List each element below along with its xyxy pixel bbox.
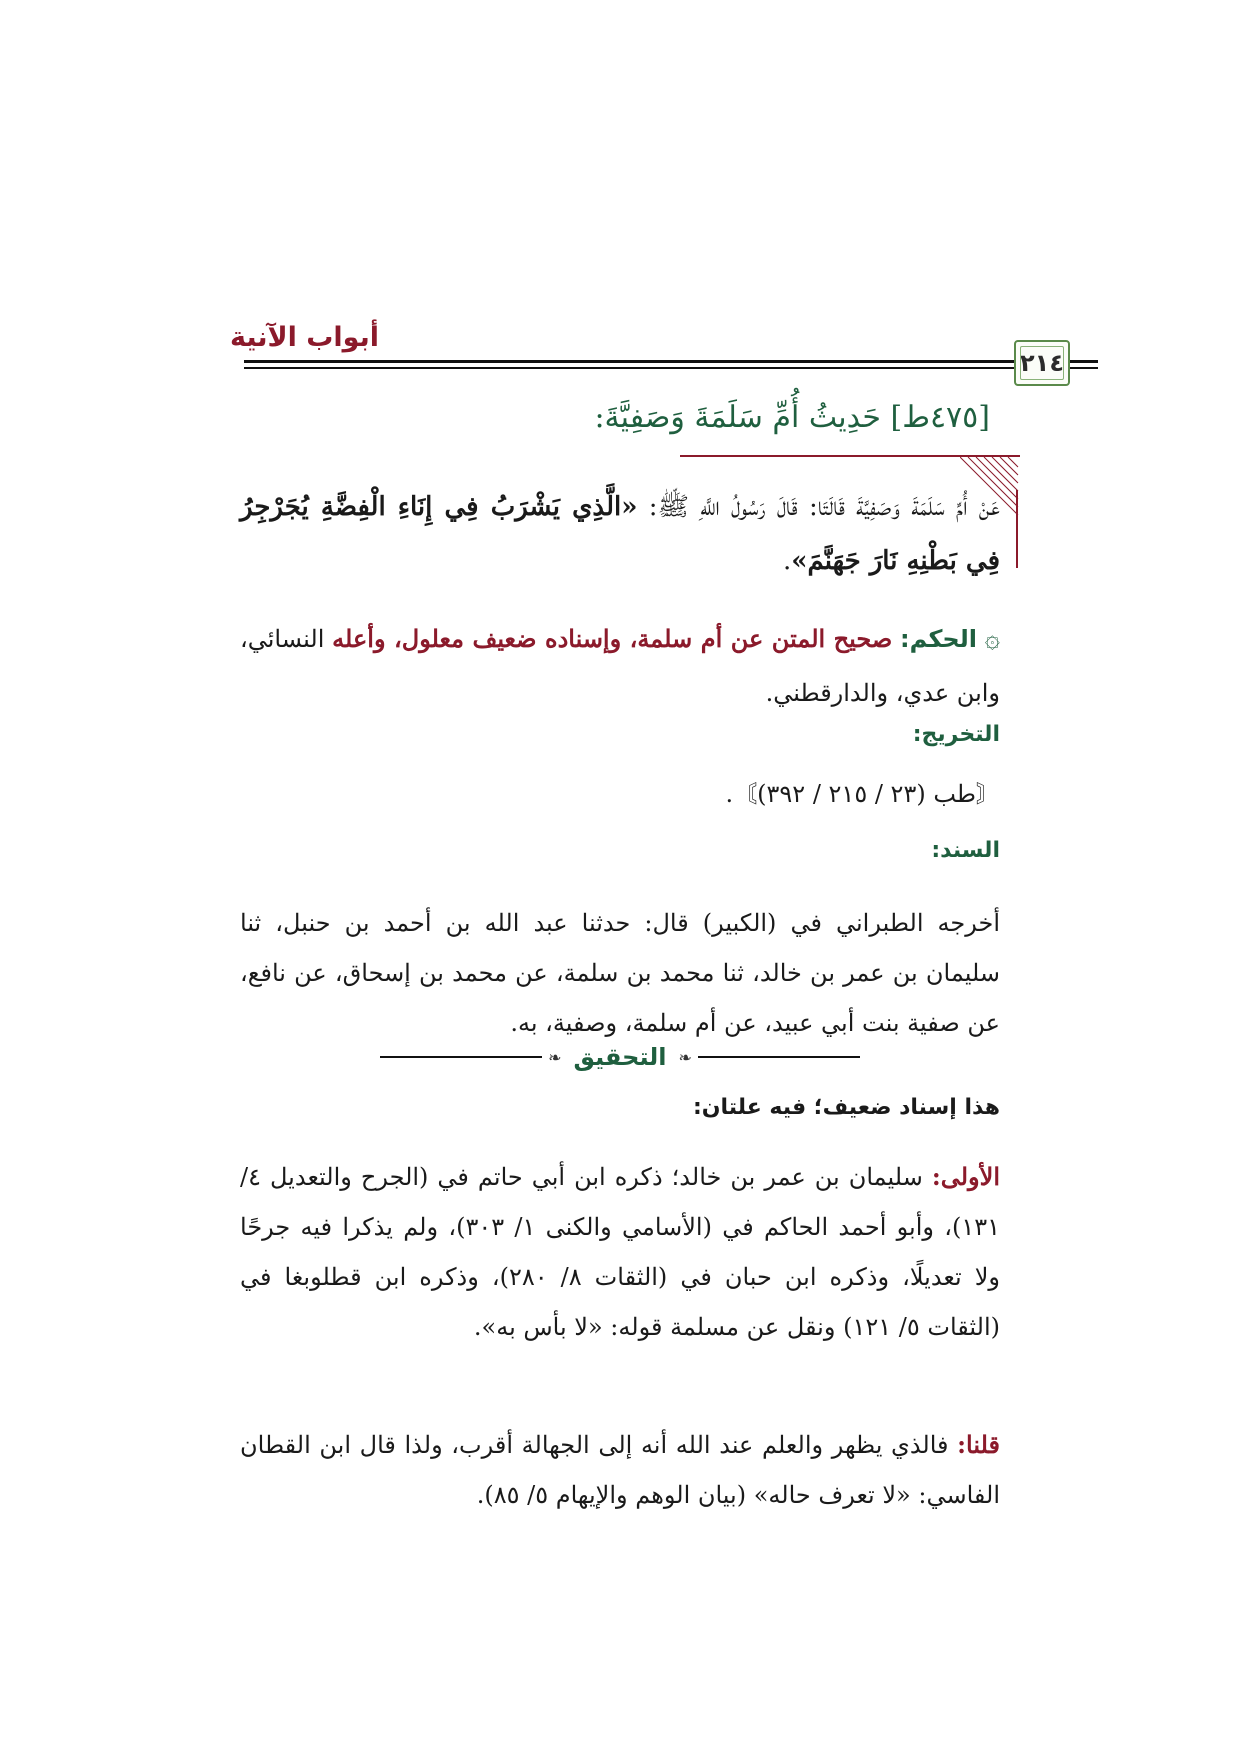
first-defect-paragraph (240, 1152, 1000, 1352)
page-number: ٢١٤ (1020, 349, 1064, 377)
ruling-label: الحكم: (900, 625, 977, 653)
ornament-icon: ❧ (548, 1047, 562, 1067)
header-rule (1070, 360, 1098, 363)
divider-line (698, 1056, 860, 1058)
hadith-quote: «الَّذِي يَشْرَبُ فِي إِنَاءِ الْفِضَّةِ يُجَرْجِرُ فِي بَطْنِهِ نَارَ جَهَنَّمَ» (240, 492, 1000, 576)
first-defect-text: سليمان بن عمر بن خالد؛ ذكره ابن أبي حاتم في (الجرح والتعديل ٤/ ١٣١)، وأبو أحمد الحاكم في (الأسامي والكنى ١/ ٣٠٣)، ولم يذكرا فيه جرحًا ولا تعديلًا، وذكره ابن حبان في (الثقات ٨/ ٢٨٠)، وذكره ابن قطلوبغا في (الثقات ٥/ ١٢١) ونقل عن مسلمة قوله: «لا بأس به». (240, 1163, 1001, 1341)
sanad-label: السند: (931, 838, 1000, 863)
note-paragraph (240, 1420, 1000, 1520)
hadith-text (240, 480, 1000, 588)
hadith-side-rule (1016, 490, 1018, 568)
divider-line (380, 1056, 542, 1058)
takhrij-text: 〘طب (٢٣ / ٢١٥ / ٣٩٢)〙. (725, 780, 1000, 808)
header-rule (244, 367, 1014, 369)
tahqiq-label: التحقيق (573, 1043, 667, 1071)
header-rule (1070, 367, 1098, 369)
tahqiq-intro: هذا إسناد ضعيف؛ فيه علتان: (692, 1095, 1000, 1120)
takhrij-label: التخريج: (912, 722, 1000, 747)
tahqiq-divider (380, 1042, 860, 1072)
ornament-icon: ❧ (678, 1047, 692, 1067)
header-rule (244, 360, 1014, 363)
chapter-title: أبواب الآنية (230, 322, 380, 353)
page-number-badge (1014, 340, 1070, 386)
ornament-icon: ۞ (984, 624, 1000, 654)
ruling-verdict: صحيح المتن عن أم سلمة، وإسناده ضعيف معلول، وأعله (332, 624, 893, 653)
note-text: فالذي يظهر والعلم عند الله أنه إلى الجهالة أقرب، ولذا قال ابن القطان الفاسي: «لا تعرف حاله» (بيان الوهم والإيهام ٥/ ٨٥). (240, 1431, 1000, 1509)
section-heading: [٤٧٥ط] حَدِيثُ أُمِّ سَلَمَةَ وَصَفِيَّةَ: (594, 400, 990, 435)
first-defect-label: الأولى: (931, 1162, 1000, 1191)
note-label: قلنا: (957, 1430, 1000, 1459)
ruling-rest: النسائي، وابن عدي، والدارقطني. (240, 625, 1000, 707)
sanad-text: أخرجه الطبراني في (الكبير) قال: حدثنا عبد الله بن أحمد بن حنبل، ثنا سليمان بن عمر بن خالد، ثنا محمد بن سلمة، عن محمد بن إسحاق، عن نافع، عن صفية بنت أبي عبيد، عن أم سلمة، وصفية، به. (240, 909, 1000, 1037)
hadith-end: . (782, 546, 792, 576)
hadith-intro: عَنْ أُمِّ سَلَمَةَ وَصَفِيَّةَ قَالَتَا: قَالَ رَسُولُ اللَّهِ ﷺ: (637, 492, 1000, 522)
ruling-paragraph (240, 612, 1000, 720)
